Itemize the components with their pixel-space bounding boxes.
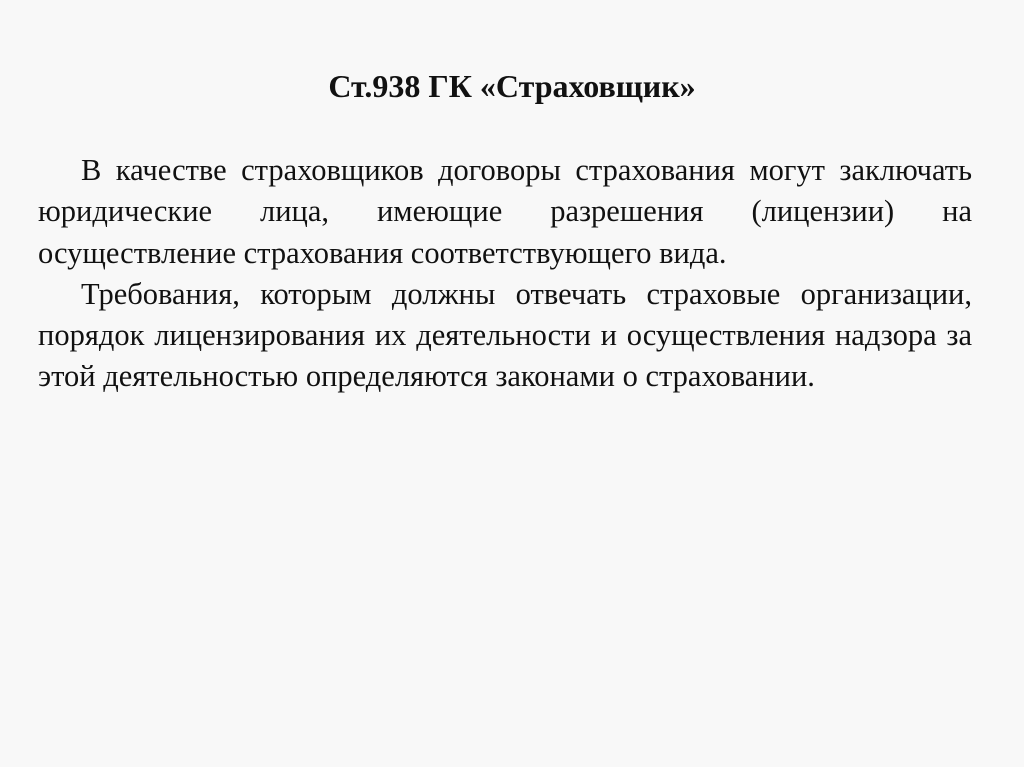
slide-title: Ст.938 ГК «Страховщик» xyxy=(328,68,696,104)
paragraph-requirements: Требования, которым должны отвечать страховые организации, порядок лицензирования их деятельности и осуществления надзора за этой деятельностью определяются законами о страховании. xyxy=(38,276,972,394)
slide-body xyxy=(38,150,972,398)
paragraph-insurers: В качестве страховщиков договоры страхования могут заключать юридические лица, имеющие разрешения (лицензии) на осуществление страхования соответствующего вида. xyxy=(38,153,972,270)
